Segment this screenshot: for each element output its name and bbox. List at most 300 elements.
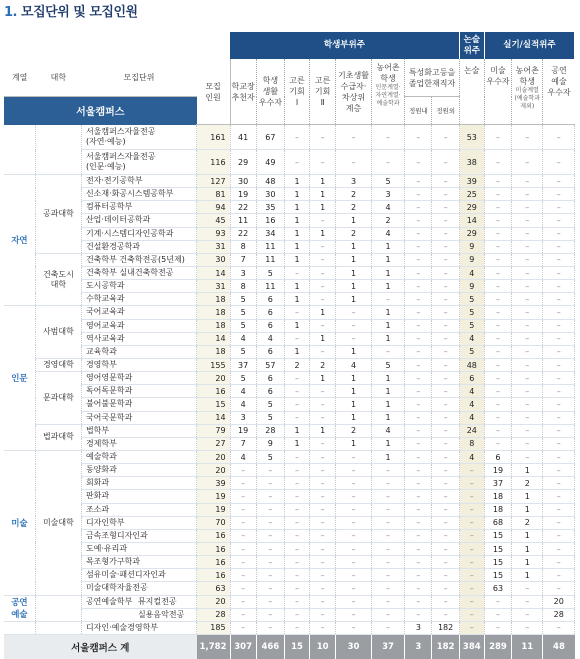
unit-cell: 독어독문학과 <box>81 385 196 398</box>
value-cell: – <box>405 542 432 555</box>
unit-cell: 역사교육과 <box>81 332 196 345</box>
series-cell: 인문 <box>4 306 35 451</box>
value-cell: 22 <box>230 201 256 214</box>
value-cell: – <box>432 477 459 490</box>
col-art-rural: 농어촌 학생 미술계열 (예술학과 제외) <box>512 59 543 125</box>
value-cell: – <box>256 529 284 542</box>
unit-cell: 영어영문학과 <box>81 372 196 385</box>
value-cell: – <box>405 280 432 293</box>
table-row <box>4 150 575 175</box>
unit-cell: 금속조형디자인과 <box>81 529 196 542</box>
table-row <box>4 516 575 529</box>
univ-cell <box>35 595 81 621</box>
value-cell: – <box>256 569 284 582</box>
value-cell: 57 <box>256 358 284 371</box>
value-cell: – <box>459 542 484 555</box>
value-cell: – <box>284 306 309 319</box>
value-cell: – <box>484 372 511 385</box>
value-cell: – <box>432 582 459 595</box>
value-cell: 5 <box>256 266 284 279</box>
value-cell: 1 <box>284 319 309 332</box>
quota-cell: 79 <box>197 424 230 437</box>
value-cell: – <box>230 569 256 582</box>
value-cell: – <box>310 450 336 463</box>
quota-cell: 127 <box>197 175 230 188</box>
value-cell: – <box>512 450 543 463</box>
value-cell: 3 <box>230 411 256 424</box>
value-cell: – <box>405 345 432 358</box>
value-cell: – <box>310 556 336 569</box>
value-cell: 6 <box>484 450 511 463</box>
table-row <box>4 450 575 463</box>
value-cell: – <box>512 266 543 279</box>
unit-cell: 서울캠퍼스자율전공 (자연·예능) <box>81 125 196 150</box>
quota-cell: 18 <box>197 319 230 332</box>
unit-cell: 기계·시스템디자인공학과 <box>81 227 196 240</box>
value-cell: – <box>405 385 432 398</box>
value-cell: 1 <box>371 372 404 385</box>
value-cell: – <box>336 621 372 634</box>
value-cell: 1 <box>371 319 404 332</box>
value-cell: 8 <box>230 240 256 253</box>
value-cell: – <box>432 569 459 582</box>
value-cell: – <box>256 542 284 555</box>
quota-cell: 70 <box>197 516 230 529</box>
value-cell: – <box>543 569 575 582</box>
art-rural-note: 미술계열 (예술학과 제외) <box>514 87 541 110</box>
value-cell: 4 <box>336 358 372 371</box>
value-cell: 1 <box>284 240 309 253</box>
value-cell: – <box>405 424 432 437</box>
table-row <box>4 188 575 201</box>
value-cell: 1 <box>310 227 336 240</box>
value-cell: – <box>310 398 336 411</box>
quota-cell: 28 <box>197 608 230 621</box>
value-cell: 3 <box>405 621 432 634</box>
value-cell: – <box>543 490 575 503</box>
value-cell: – <box>543 398 575 411</box>
value-cell: – <box>230 490 256 503</box>
quota-cell: 81 <box>197 188 230 201</box>
value-cell: 22 <box>230 227 256 240</box>
value-cell: – <box>543 372 575 385</box>
univ-cell <box>35 125 81 175</box>
univ-cell <box>35 621 81 634</box>
value-cell: – <box>284 266 309 279</box>
quota-cell: 45 <box>197 214 230 227</box>
table-row <box>4 253 575 266</box>
total-cell: 30 <box>336 634 372 659</box>
value-cell: 4 <box>459 385 484 398</box>
value-cell: 4 <box>459 450 484 463</box>
value-cell: – <box>336 490 372 503</box>
value-cell: – <box>543 477 575 490</box>
value-cell: – <box>310 411 336 424</box>
univ-cell: 법과대학 <box>35 424 81 450</box>
total-cell: 466 <box>256 634 284 659</box>
value-cell: – <box>230 595 256 608</box>
value-cell: 1 <box>336 280 372 293</box>
value-cell: 48 <box>256 175 284 188</box>
col-unit: 모집단위 <box>81 59 196 97</box>
value-cell: 1 <box>336 266 372 279</box>
unit-cell: 도예·유리과 <box>81 542 196 555</box>
value-cell: – <box>310 319 336 332</box>
univ-cell <box>35 253 81 306</box>
admission-quota-table <box>4 32 575 659</box>
series-cell <box>4 621 35 634</box>
value-cell: – <box>543 529 575 542</box>
value-cell: – <box>405 608 432 621</box>
campus-banner: 서울캠퍼스 <box>4 97 197 125</box>
value-cell: 1 <box>371 411 404 424</box>
value-cell: – <box>284 608 309 621</box>
value-cell: 28 <box>543 608 575 621</box>
value-cell: – <box>230 464 256 477</box>
unit-cell: 예술학과 <box>81 450 196 463</box>
value-cell: – <box>543 227 575 240</box>
value-cell: – <box>230 582 256 595</box>
value-cell: 4 <box>230 332 256 345</box>
value-cell: – <box>256 490 284 503</box>
value-cell: 1 <box>284 253 309 266</box>
value-cell: – <box>371 464 404 477</box>
table-row <box>4 306 575 319</box>
value-cell: – <box>512 582 543 595</box>
value-cell: – <box>512 621 543 634</box>
table-row <box>4 464 575 477</box>
value-cell: – <box>310 608 336 621</box>
value-cell: – <box>543 437 575 450</box>
value-cell: – <box>432 385 459 398</box>
value-cell: 1 <box>284 424 309 437</box>
value-cell: – <box>432 345 459 358</box>
value-cell: – <box>371 608 404 621</box>
total-cell: 289 <box>484 634 511 659</box>
quota-cell: 18 <box>197 293 230 306</box>
value-cell: – <box>310 437 336 450</box>
value-cell: 1 <box>371 385 404 398</box>
value-cell: 4 <box>256 332 284 345</box>
table-row <box>4 372 575 385</box>
value-cell: – <box>512 293 543 306</box>
value-cell: – <box>310 125 336 150</box>
value-cell: 1 <box>336 345 372 358</box>
total-cell: 48 <box>543 634 575 659</box>
value-cell: – <box>405 477 432 490</box>
value-cell: – <box>256 556 284 569</box>
total-cell: 1,782 <box>197 634 230 659</box>
value-cell: – <box>543 385 575 398</box>
value-cell: – <box>371 529 404 542</box>
value-cell: 5 <box>459 293 484 306</box>
value-cell: 1 <box>512 464 543 477</box>
value-cell: – <box>310 385 336 398</box>
value-cell: – <box>543 424 575 437</box>
quota-cell: 116 <box>197 150 230 175</box>
value-cell: – <box>230 608 256 621</box>
value-cell: – <box>484 125 511 150</box>
value-cell: 1 <box>284 293 309 306</box>
univ-cell: 경영대학 <box>35 358 81 371</box>
value-cell: – <box>543 125 575 150</box>
value-cell: – <box>310 542 336 555</box>
value-cell: 18 <box>484 490 511 503</box>
table-row <box>4 358 575 371</box>
value-cell: – <box>512 411 543 424</box>
value-cell: 2 <box>336 201 372 214</box>
quota-cell: 19 <box>197 503 230 516</box>
value-cell: 5 <box>230 372 256 385</box>
value-cell: – <box>336 529 372 542</box>
value-cell: – <box>459 516 484 529</box>
value-cell: 6 <box>459 372 484 385</box>
value-cell: – <box>284 332 309 345</box>
unit-cell: 전자·전기공학부 <box>81 175 196 188</box>
table-row <box>4 332 575 345</box>
value-cell: 19 <box>230 188 256 201</box>
value-cell: 11 <box>256 280 284 293</box>
value-cell: – <box>336 569 372 582</box>
unit-cell: 건축학부 건축학전공(5년제) <box>81 253 196 266</box>
value-cell: 5 <box>256 411 284 424</box>
value-cell: – <box>432 450 459 463</box>
value-cell: 4 <box>371 424 404 437</box>
value-cell: – <box>284 582 309 595</box>
major-label: 실용음악전공 <box>137 610 185 620</box>
value-cell: – <box>484 621 511 634</box>
value-cell: – <box>459 595 484 608</box>
col-school-rec: 학교장 추천자 <box>230 59 256 125</box>
value-cell: – <box>405 372 432 385</box>
value-cell: – <box>459 477 484 490</box>
value-cell: 1 <box>371 437 404 450</box>
value-cell: – <box>543 464 575 477</box>
unit-cell: 신소재·화공시스템공학부 <box>81 188 196 201</box>
value-cell: – <box>432 372 459 385</box>
unit-cell: 서울캠퍼스자율전공 (인문·예능) <box>81 150 196 175</box>
quota-cell: 16 <box>197 529 230 542</box>
value-cell: – <box>512 227 543 240</box>
unit-cell: 컴퓨터공학부 <box>81 201 196 214</box>
value-cell: – <box>310 529 336 542</box>
unit-cell: 경제학부 <box>81 437 196 450</box>
value-cell: – <box>512 385 543 398</box>
value-cell: – <box>432 240 459 253</box>
univ-cell: 공과대학 <box>35 175 81 254</box>
value-cell: 11 <box>256 253 284 266</box>
value-cell: – <box>432 464 459 477</box>
value-cell: – <box>405 332 432 345</box>
value-cell: 3 <box>230 266 256 279</box>
value-cell: 5 <box>459 306 484 319</box>
value-cell: 18 <box>484 503 511 516</box>
unit-cell: 목조형가구학과 <box>81 556 196 569</box>
value-cell: 9 <box>459 253 484 266</box>
value-cell: – <box>432 227 459 240</box>
unit-cell <box>81 595 196 608</box>
value-cell: – <box>432 266 459 279</box>
value-cell: – <box>405 214 432 227</box>
unit-cell: 영어교육과 <box>81 319 196 332</box>
unit-cell: 법학부 <box>81 424 196 437</box>
value-cell: 1 <box>284 345 309 358</box>
value-cell: – <box>405 293 432 306</box>
univ-label-line: 건축도시 <box>42 269 74 279</box>
value-cell: – <box>310 503 336 516</box>
value-cell: – <box>484 608 511 621</box>
value-cell: – <box>405 188 432 201</box>
value-cell: 24 <box>459 424 484 437</box>
value-cell: – <box>484 319 511 332</box>
value-cell: – <box>432 358 459 371</box>
value-cell: 37 <box>230 358 256 371</box>
univ-cell: 미술대학 <box>35 450 81 595</box>
series-label-line: 예술 <box>11 610 28 621</box>
value-cell: – <box>336 332 372 345</box>
value-cell: 4 <box>230 450 256 463</box>
col-special: 특성화고등을 졸업한재직자 <box>405 59 459 97</box>
quota-cell: 16 <box>197 385 230 398</box>
col-performance: 공연 예술 우수자 <box>543 59 575 125</box>
value-cell: – <box>543 332 575 345</box>
total-label: 서울캠퍼스 계 <box>4 634 197 659</box>
quota-cell: 16 <box>197 569 230 582</box>
value-cell: 5 <box>371 358 404 371</box>
value-cell: 2 <box>371 214 404 227</box>
value-cell: – <box>543 411 575 424</box>
col-essay: 논술 <box>459 59 484 125</box>
table-row <box>4 240 575 253</box>
value-cell: – <box>432 188 459 201</box>
quota-cell: 161 <box>197 125 230 150</box>
value-cell: 37 <box>484 477 511 490</box>
value-cell: 1 <box>310 372 336 385</box>
quota-cell: 16 <box>197 556 230 569</box>
series-cell: 자연 <box>4 175 35 306</box>
value-cell: 34 <box>256 227 284 240</box>
value-cell: – <box>543 345 575 358</box>
value-cell: 1 <box>284 214 309 227</box>
value-cell: 1 <box>512 503 543 516</box>
value-cell: – <box>336 464 372 477</box>
value-cell: 6 <box>256 385 284 398</box>
table-row <box>4 595 575 608</box>
table-row <box>4 569 575 582</box>
value-cell: 6 <box>256 293 284 306</box>
value-cell: – <box>543 621 575 634</box>
value-cell: – <box>310 150 336 175</box>
value-cell: – <box>543 450 575 463</box>
quota-cell: 15 <box>197 398 230 411</box>
value-cell: – <box>336 516 372 529</box>
value-cell: – <box>405 569 432 582</box>
unit-cell: 판화과 <box>81 490 196 503</box>
value-cell: – <box>432 411 459 424</box>
value-cell: 1 <box>512 556 543 569</box>
value-cell: 9 <box>459 280 484 293</box>
value-cell: – <box>484 175 511 188</box>
value-cell: – <box>543 253 575 266</box>
value-cell: – <box>371 503 404 516</box>
value-cell: 4 <box>459 332 484 345</box>
unit-cell: 건축학부 실내건축학전공 <box>81 266 196 279</box>
value-cell: – <box>432 542 459 555</box>
value-cell: 53 <box>459 125 484 150</box>
value-cell: – <box>484 358 511 371</box>
quota-cell: 14 <box>197 266 230 279</box>
table-row <box>4 293 575 306</box>
value-cell: – <box>310 516 336 529</box>
total-cell: 11 <box>512 634 543 659</box>
value-cell: 1 <box>336 385 372 398</box>
col-special-in: 정원내 <box>405 97 432 125</box>
value-cell: 1 <box>336 372 372 385</box>
value-cell: – <box>256 477 284 490</box>
unit-cell: 국어교육과 <box>81 306 196 319</box>
value-cell: 68 <box>484 516 511 529</box>
value-cell: – <box>405 464 432 477</box>
value-cell: – <box>336 150 372 175</box>
value-cell: – <box>484 306 511 319</box>
value-cell: – <box>405 450 432 463</box>
value-cell: 1 <box>284 175 309 188</box>
value-cell: 1 <box>371 240 404 253</box>
total-cell: 10 <box>310 634 336 659</box>
value-cell: – <box>432 503 459 516</box>
value-cell: 1 <box>512 542 543 555</box>
value-cell: 4 <box>459 266 484 279</box>
value-cell: 1 <box>284 201 309 214</box>
value-cell: – <box>484 345 511 358</box>
value-cell: – <box>543 201 575 214</box>
value-cell: – <box>371 542 404 555</box>
value-cell: – <box>405 411 432 424</box>
unit-cell: 동양화과 <box>81 464 196 477</box>
value-cell: – <box>371 293 404 306</box>
value-cell: 1 <box>512 569 543 582</box>
value-cell: – <box>512 125 543 150</box>
value-cell: – <box>405 150 432 175</box>
value-cell: – <box>230 556 256 569</box>
value-cell: 1 <box>336 293 372 306</box>
total-cell: 182 <box>432 634 459 659</box>
value-cell: 182 <box>432 621 459 634</box>
value-cell: – <box>512 253 543 266</box>
value-cell: – <box>484 240 511 253</box>
total-cell: 15 <box>284 634 309 659</box>
value-cell: – <box>405 175 432 188</box>
table-row <box>4 201 575 214</box>
value-cell: 1 <box>284 437 309 450</box>
value-cell: 1 <box>336 437 372 450</box>
value-cell: – <box>405 490 432 503</box>
value-cell: – <box>459 582 484 595</box>
total-cell: 307 <box>230 634 256 659</box>
value-cell: 1 <box>512 490 543 503</box>
value-cell: – <box>336 556 372 569</box>
col-equal1: 고른 기회 Ⅰ <box>284 59 309 125</box>
value-cell: 4 <box>371 227 404 240</box>
value-cell: – <box>484 595 511 608</box>
value-cell: – <box>459 464 484 477</box>
value-cell: 6 <box>256 345 284 358</box>
quota-cell: 27 <box>197 437 230 450</box>
value-cell: – <box>484 266 511 279</box>
table-row <box>4 608 575 621</box>
value-cell: – <box>284 569 309 582</box>
value-cell: – <box>310 266 336 279</box>
